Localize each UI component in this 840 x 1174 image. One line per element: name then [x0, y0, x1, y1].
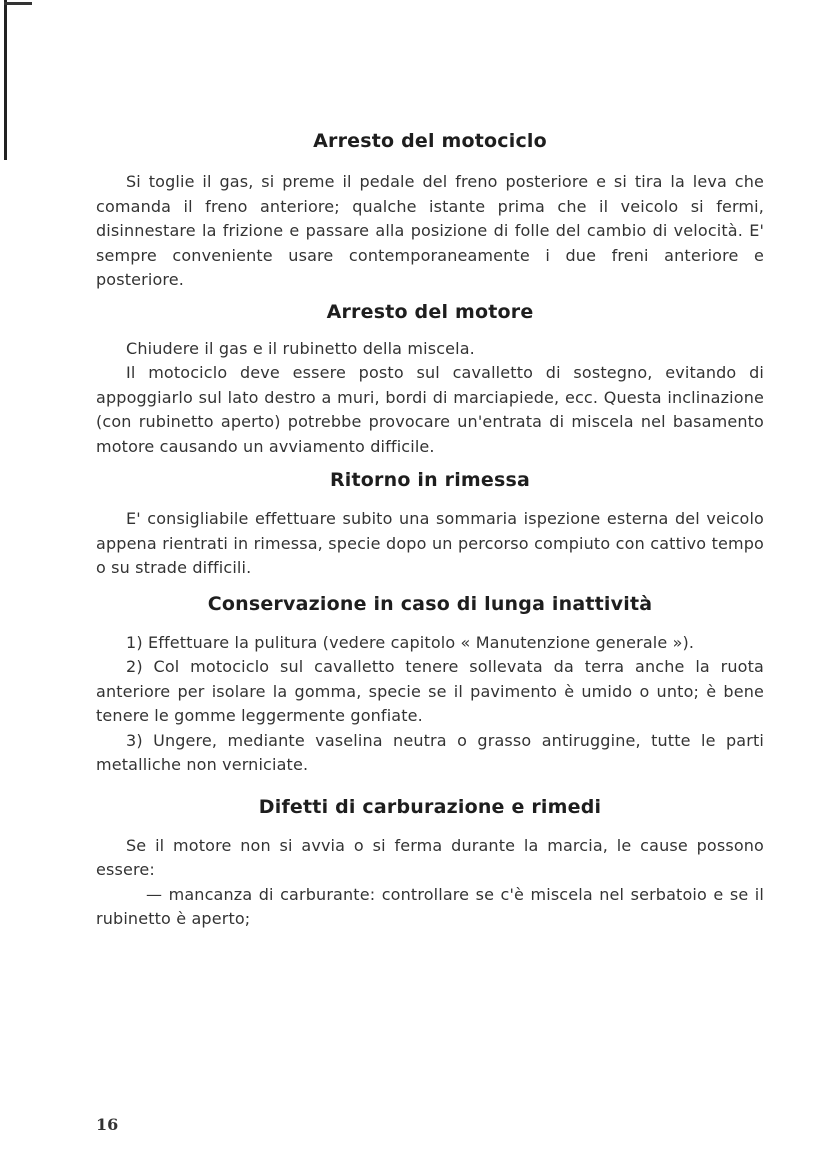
numbered-paragraph: 1) Effettuare la pulitura (vedere capitolo « Manutenzione generale »).: [126, 632, 695, 652]
page-number: 16: [96, 1115, 119, 1134]
heading-ritorno-in-rimessa: Ritorno in rimessa: [329, 469, 531, 491]
paragraph: Se il motore non si avvia o si ferma durante la marcia, le cause possono essere:: [96, 835, 764, 879]
dash-list-item: — mancanza di carburante: controllare se c'è miscela nel serbatoio e se il rubinetto è aperto;: [96, 884, 764, 928]
page-binding-edge: [4, 0, 7, 160]
page-binding-mark: [4, 2, 32, 5]
heading-arresto-del-motore: Arresto del motore: [326, 300, 534, 323]
document-page: [96, 120, 764, 932]
numbered-paragraph: 2) Col motociclo sul cavalletto tenere sollevata da terra anche la ruota anteriore per isolare la gomma, specie se il pavimento è umido o unto; è bene tenere le gomme leggermente gonfiate.: [96, 657, 764, 725]
section-arresto-del-motociclo: [96, 170, 764, 293]
paragraph: Il motociclo deve essere posto sul cavalletto di sostegno, evitando di appoggiarlo sul lato destro a muri, bordi di marciapiede, ecc. Questa inclinazione (con rubinetto aperto) potrebbe provocare un'entrata di miscela nel basamento motore causando un avviamento difficile.: [96, 363, 764, 456]
paragraph: Si toglie il gas, si preme il pedale del freno posteriore e si tira la leva che comanda il freno anteriore; qualche istante prima che il veicolo si fermi, disinnestare la frizione e passare alla posizione di folle del cambio di velocità. E' sempre conveniente usare contemporaneamente i due freni anteriore e posteriore.: [96, 172, 764, 289]
section-ritorno-in-rimessa: [96, 507, 764, 581]
numbered-paragraph: 3) Ungere, mediante vaselina neutra o grasso antiruggine, tutte le parti metalliche non verniciate.: [96, 730, 764, 774]
heading-arresto-del-motociclo: Arresto del motociclo: [313, 130, 547, 152]
section-conservazione: [96, 631, 764, 778]
section-arresto-del-motore: [96, 337, 764, 460]
section-difetti-di-carburazione: [96, 834, 764, 932]
paragraph: Chiudere il gas e il rubinetto della miscela.: [126, 338, 475, 358]
paragraph: E' consigliabile effettuare subito una sommaria ispezione esterna del veicolo appena rientrati in rimessa, specie dopo un percorso compiuto con cattivo tempo o su strade difficili.: [96, 509, 764, 577]
heading-conservazione: Conservazione in caso di lunga inattività: [207, 592, 653, 615]
heading-difetti-di-carburazione: Difetti di carburazione e rimedi: [258, 795, 602, 818]
